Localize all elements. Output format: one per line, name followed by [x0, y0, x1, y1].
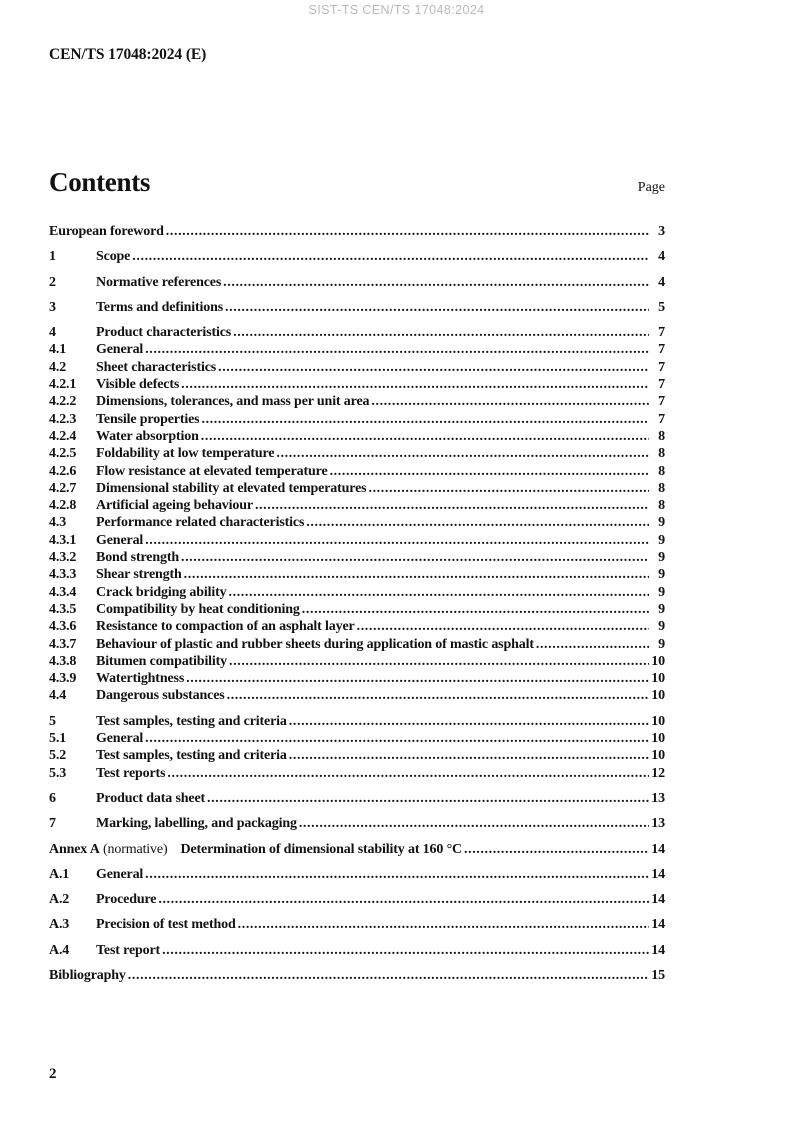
toc-entry-page: 8: [658, 480, 665, 496]
toc-entry-label: Resistance to compaction of an asphalt layer: [96, 619, 355, 635]
dot-leader: [227, 687, 649, 704]
toc-entry-label: Test reports: [96, 765, 166, 781]
toc-entry[interactable]: [49, 480, 665, 497]
toc-entry-number: 4.3.6: [49, 619, 77, 635]
dot-leader: [302, 601, 649, 618]
dot-leader: [357, 618, 649, 635]
dot-leader: [289, 713, 649, 730]
toc-entry[interactable]: [49, 532, 665, 549]
dot-leader: [276, 445, 649, 462]
toc-entry[interactable]: [49, 815, 665, 832]
toc-entry-page: 8: [658, 428, 665, 444]
toc-entry-number: 2: [49, 274, 56, 290]
dot-leader: [289, 747, 649, 764]
toc-entry[interactable]: [49, 765, 665, 782]
toc-entry-label: Shear strength: [96, 567, 182, 583]
toc-entry-label: Behaviour of plastic and rubber sheets during application of mastic asphalt: [96, 636, 534, 652]
contents-header: [49, 167, 665, 198]
toc-entry-page: 8: [658, 463, 665, 479]
toc-entry-number: 4.2.4: [49, 428, 77, 444]
toc-entry-label: Terms and definitions: [96, 299, 224, 315]
toc-entry[interactable]: [49, 891, 665, 908]
dot-leader: [201, 411, 649, 428]
toc-entry[interactable]: [49, 730, 665, 747]
dot-leader: [225, 299, 649, 316]
toc-entry[interactable]: [49, 636, 665, 653]
toc-entry-number: 4.2.8: [49, 498, 77, 514]
dot-leader: [181, 549, 649, 566]
dot-leader: [162, 942, 649, 959]
toc-entry-page: 9: [658, 567, 665, 583]
toc-entry[interactable]: [49, 747, 665, 764]
toc-entry-page: 7: [658, 377, 665, 393]
dot-leader: [158, 891, 649, 908]
dot-leader: [128, 967, 649, 984]
toc-entry[interactable]: [49, 393, 665, 410]
toc-entry-label: Procedure: [96, 892, 157, 908]
toc-entry[interactable]: [49, 790, 665, 807]
toc-entry[interactable]: [49, 866, 665, 883]
toc-entry-label: Watertightness: [96, 671, 185, 687]
toc-entry-number: 4.1: [49, 342, 67, 358]
dot-leader: [464, 841, 649, 858]
toc-entry-label: Dangerous substances: [96, 688, 225, 704]
toc-entry-number: 6: [49, 790, 56, 806]
toc-entry-page: 4: [658, 249, 665, 265]
toc-entry-page: 5: [658, 299, 665, 315]
toc-entry-page: 9: [658, 532, 665, 548]
toc-entry-number: 4.2.7: [49, 480, 77, 496]
toc-entry-number: 7: [49, 816, 56, 832]
toc-entry-page: 9: [658, 636, 665, 652]
toc-entry-label: Test samples, testing and criteria: [96, 748, 287, 764]
toc-entry[interactable]: [49, 324, 665, 341]
toc-entry-label: Visible defects: [96, 377, 180, 393]
dot-leader: [218, 359, 649, 376]
toc-entry-page: 8: [658, 446, 665, 462]
toc-entry-page: 10: [651, 731, 665, 747]
toc-entry-page: 7: [658, 342, 665, 358]
toc-entry-label: Foldability at low temperature: [96, 446, 275, 462]
dot-leader: [536, 636, 649, 653]
dot-leader: [371, 393, 649, 410]
toc-entry-label: Dimensional stability at elevated temperatures: [96, 480, 367, 496]
toc-entry-number: 5.3: [49, 765, 67, 781]
toc-entry[interactable]: [49, 341, 665, 358]
document-reference: CEN/TS 17048:2024 (E): [49, 46, 207, 63]
toc-entry-number: 4.3.1: [49, 532, 77, 548]
toc-entry-label: European foreword: [49, 224, 164, 239]
toc-entry-label: Sheet characteristics: [96, 359, 217, 375]
toc-entry-page: 12: [651, 765, 665, 781]
toc-entry-label: Product characteristics: [96, 325, 232, 341]
toc-entry-page: 3: [658, 224, 665, 239]
toc-entry-number: A.3: [49, 917, 70, 933]
dot-leader: [306, 514, 649, 531]
toc-list: [49, 215, 665, 984]
toc-entry-page: 14: [651, 942, 665, 958]
toc-entry-page: 7: [658, 394, 665, 410]
toc-entry-page: 13: [651, 790, 665, 806]
dot-leader: [145, 866, 649, 883]
dot-leader: [207, 790, 649, 807]
toc-entry[interactable]: [49, 601, 665, 618]
toc-entry-label: Determination of dimensional stability at 160 °C: [180, 841, 462, 857]
toc-entry-page: 7: [658, 359, 665, 375]
toc-entry-number: A.1: [49, 866, 70, 882]
page-column-label: Page: [637, 180, 665, 195]
toc-entry-label: Precision of test method: [96, 917, 236, 933]
toc-entry-label: Test samples, testing and criteria: [96, 713, 287, 729]
toc-entry-page: 8: [658, 498, 665, 514]
toc-entry[interactable]: [49, 549, 665, 566]
toc-entry[interactable]: [49, 497, 665, 514]
toc-entry-page: 15: [651, 967, 665, 983]
toc-entry[interactable]: [49, 916, 665, 933]
dot-leader: [229, 653, 649, 670]
toc-entry[interactable]: [49, 376, 665, 393]
toc-entry-label: Artificial ageing behaviour: [96, 498, 253, 514]
toc-entry-number: 5.1: [49, 731, 67, 747]
toc-entry-label: Test report: [96, 942, 161, 958]
toc-entry-number: 4.4: [49, 688, 67, 704]
toc-entry[interactable]: [49, 566, 665, 583]
toc-entry-number: 4.3.3: [49, 567, 77, 583]
toc-entry-number: 4.3.5: [49, 601, 77, 617]
toc-entry[interactable]: [49, 445, 665, 462]
toc-entry-number: 4.3.8: [49, 653, 77, 669]
toc-entry[interactable]: [49, 841, 665, 858]
toc-entry-label: Compatibility by heat conditioning: [96, 601, 300, 617]
toc-entry-label: Bitumen compatibility: [96, 653, 228, 669]
toc-entry-number: Annex A: [49, 841, 100, 857]
dot-leader: [368, 480, 649, 497]
toc-entry-page: 7: [658, 325, 665, 341]
toc-entry[interactable]: [49, 359, 665, 376]
toc-entry-label: Normative references: [96, 274, 222, 290]
toc-entry[interactable]: [49, 463, 665, 480]
dot-leader: [184, 566, 649, 583]
toc-entry-number: A.4: [49, 942, 70, 958]
toc-entry-label: Scope: [96, 249, 131, 265]
toc-entry[interactable]: [49, 274, 665, 291]
toc-entry-number: 3: [49, 299, 56, 315]
toc-entry-label: General: [96, 342, 144, 358]
dot-leader: [229, 584, 650, 601]
toc-entry-number: 5: [49, 713, 56, 729]
dot-leader: [255, 497, 649, 514]
toc-entry-label: Tensile properties: [96, 411, 200, 427]
toc-entry[interactable]: [49, 942, 665, 959]
toc-entry[interactable]: [49, 713, 665, 730]
toc-entry-number: 4.3.4: [49, 584, 77, 600]
toc-entry-label: Dimensions, tolerances, and mass per unit area: [96, 394, 370, 410]
toc-entry-page: 10: [651, 713, 665, 729]
toc-entry-number: 4.3.9: [49, 671, 77, 687]
toc-entry[interactable]: [49, 670, 665, 687]
dot-leader: [299, 815, 649, 832]
toc-entry-label: General: [96, 731, 144, 747]
toc-entry-page: 10: [651, 748, 665, 764]
toc-entry-label: General: [96, 532, 144, 548]
header-watermark: SIST-TS CEN/TS 17048:2024: [308, 3, 485, 17]
toc-entry-number: A.2: [49, 892, 70, 908]
toc-entry-number: 4: [49, 325, 56, 341]
toc-entry[interactable]: [49, 653, 665, 670]
page-number: 2: [49, 1066, 57, 1082]
dot-leader: [132, 248, 649, 265]
toc-entry-page: 4: [658, 274, 665, 290]
toc-entry-page: 9: [658, 584, 665, 600]
toc-entry-label: Bond strength: [96, 550, 179, 566]
toc-entry[interactable]: [49, 584, 665, 601]
toc-entry-page: 7: [658, 411, 665, 427]
toc-entry[interactable]: [49, 687, 665, 704]
toc-entry-qualifier: (normative): [99, 841, 168, 857]
toc-entry[interactable]: [49, 428, 665, 445]
toc-entry[interactable]: [49, 514, 665, 531]
toc-entry-label: Bibliography: [49, 967, 126, 983]
toc-entry[interactable]: [49, 248, 665, 265]
toc-entry-page: 14: [651, 841, 665, 857]
toc-entry-label: General: [96, 866, 144, 882]
toc-entry[interactable]: [49, 967, 665, 984]
toc-entry-number: 4.3: [49, 515, 67, 531]
toc-entry-page: 9: [658, 550, 665, 566]
dot-leader: [201, 428, 649, 445]
dot-leader: [167, 765, 649, 782]
toc-entry-label: Performance related characteristics: [96, 515, 305, 531]
dot-leader: [238, 916, 649, 933]
contents-title: Contents: [49, 167, 151, 197]
toc-entry-number: 4.2.5: [49, 446, 77, 462]
dot-leader: [330, 463, 649, 480]
toc-entry-label: Marking, labelling, and packaging: [96, 816, 297, 832]
toc-entry-page: 10: [651, 653, 665, 669]
toc-entry[interactable]: [49, 411, 665, 428]
toc-entry-label: Product data sheet: [96, 790, 206, 806]
toc-entry-number: 1: [49, 249, 56, 265]
toc-entry-page: 9: [658, 619, 665, 635]
dot-leader: [181, 376, 649, 393]
toc-entry-page: 13: [651, 816, 665, 832]
dot-leader: [145, 341, 649, 358]
toc-entry-page: 10: [651, 671, 665, 687]
dot-leader: [223, 274, 649, 291]
toc-entry[interactable]: [49, 223, 665, 240]
toc-entry-page: 14: [651, 866, 665, 882]
toc-entry-page: 9: [658, 601, 665, 617]
toc-entry-page: 14: [651, 917, 665, 933]
toc-entry[interactable]: [49, 618, 665, 635]
toc-entry-label: Crack bridging ability: [96, 584, 227, 600]
toc-entry-number: 4.3.2: [49, 550, 77, 566]
dot-leader: [186, 670, 649, 687]
toc-entry-number: 4.2.6: [49, 463, 77, 479]
toc-entry-label: Water absorption: [96, 428, 199, 444]
toc-entry-number: 4.2: [49, 359, 67, 375]
dot-leader: [233, 324, 649, 341]
toc-entry-page: 9: [658, 515, 665, 531]
toc-entry-page: 10: [651, 688, 665, 704]
toc-entry-number: 4.2.2: [49, 394, 77, 410]
dot-leader: [145, 532, 649, 549]
toc-entry-label: Flow resistance at elevated temperature: [96, 463, 328, 479]
toc-entry-number: 4.2.1: [49, 377, 77, 393]
toc-entry[interactable]: [49, 299, 665, 316]
toc-entry-number: 4.2.3: [49, 411, 77, 427]
dot-leader: [166, 223, 649, 240]
toc-entry-number: 5.2: [49, 748, 67, 764]
toc-entry-page: 14: [651, 892, 665, 908]
toc-entry-number: 4.3.7: [49, 636, 77, 652]
dot-leader: [145, 730, 649, 747]
